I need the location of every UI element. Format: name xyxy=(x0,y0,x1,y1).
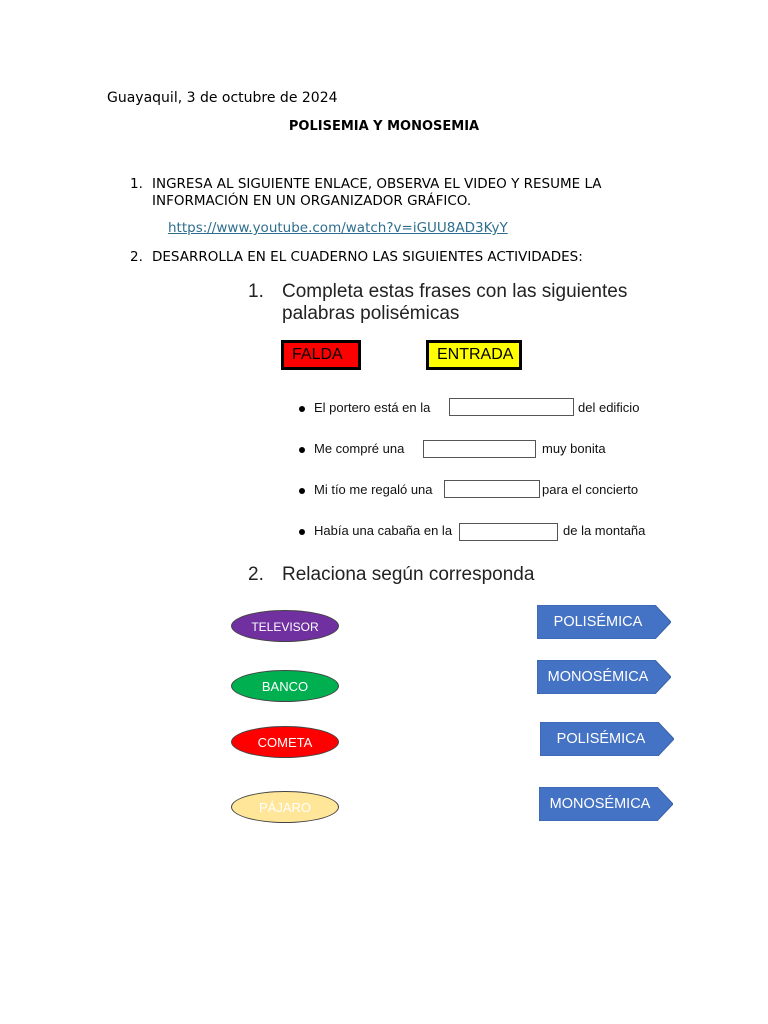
activity-number: 1. xyxy=(248,281,264,302)
sentence-end: de la montaña xyxy=(563,523,646,538)
bullet xyxy=(299,529,305,535)
answer-blank[interactable] xyxy=(449,398,574,416)
activity-heading-line: palabras polisémicas xyxy=(282,303,460,324)
oval-cometa[interactable]: COMETA xyxy=(231,726,339,758)
answer-blank[interactable] xyxy=(423,440,536,458)
arrow-polisemica[interactable] xyxy=(537,605,671,639)
activity-heading-line: Completa estas frases con las siguientes xyxy=(282,281,628,302)
instruction-number: 2. xyxy=(130,249,143,265)
arrow-label: MONOSÉMICA xyxy=(549,796,651,812)
instruction-number: 1. xyxy=(130,176,143,192)
activity-2-heading xyxy=(248,563,668,589)
sentence-end: para el concierto xyxy=(542,482,639,497)
oval-televisor[interactable]: TELEVISOR xyxy=(231,610,339,642)
instruction-text: DESARROLLA EN EL CUADERNO LAS SIGUIENTES ACTIVIDADES: xyxy=(152,249,583,265)
answer-blank[interactable] xyxy=(459,523,558,541)
sentence-start: Me compré una xyxy=(314,441,405,456)
answer-blank[interactable] xyxy=(444,480,540,498)
sentence-end: del edificio xyxy=(578,400,640,415)
bullet xyxy=(299,488,305,494)
sentence-end: muy bonita xyxy=(542,441,606,456)
oval-pajaro[interactable]: PÁJARO xyxy=(231,791,339,823)
sentence-start: Mi tío me regaló una xyxy=(314,482,433,497)
activity-heading: Relaciona según corresponda xyxy=(282,564,535,585)
arrow-label: MONOSÉMICA xyxy=(547,669,649,685)
page-title: POLISEMIA Y MONOSEMIA xyxy=(288,119,480,134)
youtube-link[interactable]: https://www.youtube.com/watch?v=iGUU8AD3KyY xyxy=(168,220,508,236)
oval-banco[interactable]: BANCO xyxy=(231,670,339,702)
instruction-2 xyxy=(130,249,650,269)
date-line: Guayaquil, 3 de octubre de 2024 xyxy=(107,90,338,106)
sentence-start: Había una cabaña en la xyxy=(314,523,453,538)
instruction-1 xyxy=(130,176,650,216)
arrow-monosemica[interactable] xyxy=(539,787,673,821)
arrow-label: POLISÉMICA xyxy=(553,614,643,630)
instruction-text: INGRESA AL SIGUIENTE ENLACE, OBSERVA EL VIDEO Y RESUME LA INFORMACIÓN EN UN ORGANIZADOR GRÁFICO. xyxy=(152,176,602,209)
word-box-falda: FALDA xyxy=(281,340,361,370)
arrow-polisemica[interactable] xyxy=(540,722,674,756)
bullet xyxy=(299,447,305,453)
activity-number: 2. xyxy=(248,564,264,585)
arrow-monosemica[interactable] xyxy=(537,660,671,694)
activity-1-heading xyxy=(248,280,668,330)
sentence-start: El portero está en la xyxy=(314,400,431,415)
word-box-entrada: ENTRADA xyxy=(426,340,522,370)
arrow-label: POLISÉMICA xyxy=(556,731,646,747)
bullet xyxy=(299,406,305,412)
